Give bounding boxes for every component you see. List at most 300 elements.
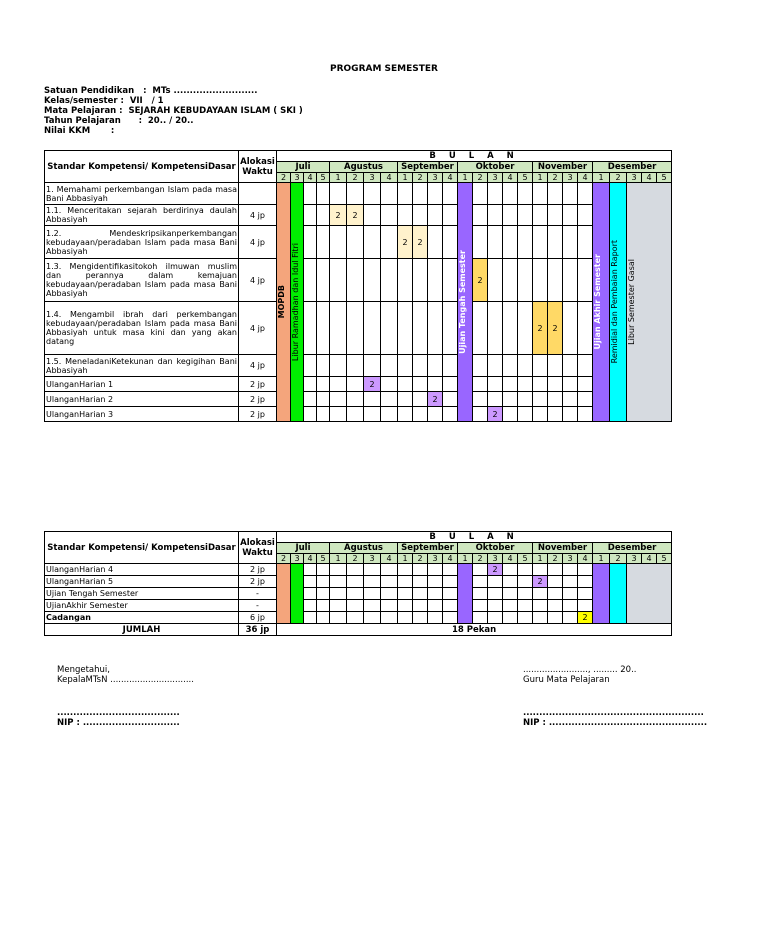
week-cell [304, 392, 317, 407]
week-cell [304, 355, 317, 377]
week-cell [443, 392, 458, 407]
week-cell [503, 600, 518, 612]
week-cell [398, 612, 413, 624]
week-cell [503, 205, 518, 226]
week-cell [488, 600, 503, 612]
week-header: 4 [381, 554, 398, 564]
month-header: Juli [277, 543, 330, 554]
band-column [291, 564, 304, 624]
week-header: 1 [330, 173, 347, 183]
week-cell [317, 564, 330, 576]
week-cell [563, 600, 578, 612]
header-alokasi: Alokasi Waktu [239, 532, 277, 564]
week-cell [503, 377, 518, 392]
competency-text: UlanganHarian 3 [45, 407, 239, 422]
week-cell [428, 576, 443, 588]
week-cell [473, 355, 488, 377]
week-cell [503, 226, 518, 259]
week-cell [578, 600, 593, 612]
week-cell [488, 377, 503, 392]
week-cell [473, 205, 488, 226]
week-cell [518, 588, 533, 600]
competency-text: 1.5. MeneladaniKetekunan dan kegigihan Bani Abbasiyah [46, 356, 237, 375]
week-cell [548, 392, 563, 407]
month-header: September [398, 543, 458, 554]
week-cell [317, 612, 330, 624]
week-cell [503, 355, 518, 377]
week-cell [381, 392, 398, 407]
competency-text: 1.1. Menceritakan sejarah berdirinya daulah Abbasiyah [46, 206, 237, 224]
week-cell [330, 183, 347, 205]
week-cell: 2 [347, 205, 364, 226]
table-row [45, 226, 672, 259]
week-cell [548, 183, 563, 205]
week-cell [563, 259, 578, 302]
alokasi-cell: 4 jp [239, 205, 277, 226]
week-cell [518, 564, 533, 576]
table-row [45, 259, 672, 302]
week-cell [317, 183, 330, 205]
band-label-uts: Ujian Tengah Semester [458, 250, 467, 354]
week-cell [563, 588, 578, 600]
week-cell [548, 377, 563, 392]
band-column [291, 183, 304, 422]
week-cell [443, 302, 458, 355]
week-cell [381, 183, 398, 205]
week-cell [578, 576, 593, 588]
week-header: 2 [473, 173, 488, 183]
competency-text: UlanganHarian 1 [45, 377, 239, 392]
info-satuan: Satuan Pendidikan : MTs .......................... [44, 86, 258, 96]
week-cell [563, 576, 578, 588]
week-cell [563, 183, 578, 205]
week-cell [503, 612, 518, 624]
week-cell [563, 355, 578, 377]
band-column [610, 564, 627, 624]
table-row [45, 355, 672, 377]
week-cell [548, 355, 563, 377]
week-cell [578, 259, 593, 302]
week-cell [518, 259, 533, 302]
week-cell [398, 392, 413, 407]
week-cell [304, 226, 317, 259]
table-row [45, 205, 672, 226]
week-cell [488, 183, 503, 205]
table-row [45, 407, 672, 422]
band-column [277, 564, 291, 624]
week-cell [317, 302, 330, 355]
week-cell [518, 612, 533, 624]
week-cell [317, 600, 330, 612]
alokasi-cell: 4 jp [239, 302, 277, 355]
week-header: 4 [578, 173, 593, 183]
week-cell [347, 226, 364, 259]
week-cell [413, 205, 428, 226]
alokasi-cell: 2 jp [239, 392, 277, 407]
week-header: 2 [548, 173, 563, 183]
week-cell [413, 564, 428, 576]
week-cell [413, 259, 428, 302]
week-cell [473, 600, 488, 612]
band-label-remidial: Remidial dan Pembaian Raport [610, 240, 619, 364]
table-row [45, 377, 672, 392]
signature-left-name [57, 708, 180, 728]
week-cell [578, 226, 593, 259]
alokasi-cell: - [239, 588, 277, 600]
week-cell [473, 302, 488, 355]
week-header: 3 [428, 554, 443, 564]
band-column [458, 564, 473, 624]
week-cell [381, 377, 398, 392]
competency-text: 1.3. Mengidentifikasitokoh ilmuwan muslim dan perannya dalam kemajuan kebudayaan/peradaban Islam pada masa Bani Abbasiyah [45, 259, 239, 302]
band-label-libur_gasal: Libur Semester Gasal [627, 259, 636, 345]
band-column [627, 183, 672, 422]
week-cell [503, 407, 518, 422]
week-cell [428, 564, 443, 576]
header-sk: Standar Kompetensi/ KompetensiDasar [45, 151, 239, 183]
competency-text: UlanganHarian 2 [45, 392, 239, 407]
jumlah-alloc: 36 jp [239, 624, 277, 636]
week-cell [317, 576, 330, 588]
competency-text: UlanganHarian 4 [45, 564, 239, 576]
band-column [593, 564, 610, 624]
week-cell [503, 183, 518, 205]
week-cell [428, 407, 443, 422]
band-column [610, 183, 627, 422]
week-cell [398, 576, 413, 588]
week-cell: 2 [473, 259, 488, 302]
sig-kepala: KepalaMTsN ............................... [57, 675, 194, 685]
alokasi-cell: 2 jp [239, 576, 277, 588]
week-cell [304, 612, 317, 624]
week-cell [518, 576, 533, 588]
week-cell [548, 407, 563, 422]
week-cell [381, 612, 398, 624]
week-cell [533, 259, 548, 302]
week-header: 5 [518, 554, 533, 564]
week-cell [503, 259, 518, 302]
alokasi-cell: 2 jp [239, 407, 277, 422]
week-header: 1 [593, 173, 610, 183]
week-cell [381, 588, 398, 600]
week-header: 4 [642, 173, 657, 183]
table-row [45, 612, 672, 624]
table-row [45, 588, 672, 600]
week-cell [488, 226, 503, 259]
week-cell [428, 588, 443, 600]
band-label-uas: Ujian Akhir Semester [593, 254, 602, 350]
week-cell [304, 302, 317, 355]
week-cell [330, 612, 347, 624]
alokasi-cell [239, 183, 277, 205]
week-cell [563, 612, 578, 624]
week-cell [347, 259, 364, 302]
week-cell [548, 226, 563, 259]
week-cell [578, 183, 593, 205]
jumlah-label: JUMLAH [45, 624, 239, 636]
week-cell [364, 576, 381, 588]
week-cell [428, 302, 443, 355]
week-cell [473, 564, 488, 576]
week-cell [330, 259, 347, 302]
week-cell [473, 407, 488, 422]
competency-text: 1. Memahami perkembangan Islam pada masa Bani Abbasiyah [46, 184, 237, 203]
week-cell [548, 259, 563, 302]
week-cell [533, 612, 548, 624]
week-cell [317, 205, 330, 226]
week-cell [398, 259, 413, 302]
info-tahun: Tahun Pelajaran : 20.. / 20.. [44, 116, 194, 126]
week-cell [563, 564, 578, 576]
week-cell [518, 226, 533, 259]
week-cell [563, 226, 578, 259]
competency-text: 1.4. Mengambil ibrah dari perkembangan kebudayaan/peradaban Islam pada masa Bani Abbasiyah untuk masa kini dan yang akan datang [45, 302, 239, 355]
week-cell: 2 [578, 612, 593, 624]
week-cell [578, 205, 593, 226]
competency-text: 1.2. Mendeskripsikanperkembangan kebudayaan/peradaban Islam pada masa Bani Abbasiyah [45, 226, 239, 259]
table-row [45, 392, 672, 407]
week-cell [347, 355, 364, 377]
week-header: 2 [473, 554, 488, 564]
competency-text: Cadangan [45, 612, 239, 624]
week-cell [518, 355, 533, 377]
week-cell [364, 588, 381, 600]
week-cell: 2 [330, 205, 347, 226]
week-cell [428, 355, 443, 377]
week-cell [330, 407, 347, 422]
school-info [44, 86, 303, 136]
semester-table-2 [44, 531, 672, 636]
week-cell [488, 576, 503, 588]
week-cell [563, 205, 578, 226]
week-cell [443, 205, 458, 226]
sig-left-nip: NIP : .............................. [57, 718, 180, 728]
week-cell [488, 302, 503, 355]
week-cell [578, 392, 593, 407]
month-header: Oktober [458, 543, 533, 554]
week-cell [347, 600, 364, 612]
week-header: 4 [443, 554, 458, 564]
month-header: Agustus [330, 543, 398, 554]
header-alokasi: Alokasi Waktu [239, 151, 277, 183]
week-cell: 2 [413, 226, 428, 259]
week-cell [398, 205, 413, 226]
week-header: 2 [413, 173, 428, 183]
band-column [458, 183, 473, 422]
week-cell [330, 355, 347, 377]
week-cell [413, 377, 428, 392]
semester-table-1 [44, 150, 672, 422]
week-cell [330, 392, 347, 407]
week-cell [488, 355, 503, 377]
week-cell [317, 226, 330, 259]
week-cell [503, 392, 518, 407]
week-cell [381, 355, 398, 377]
week-cell [428, 183, 443, 205]
total-row [45, 624, 672, 636]
week-cell [330, 588, 347, 600]
week-cell [381, 576, 398, 588]
week-header: 3 [291, 173, 304, 183]
week-header: 2 [347, 554, 364, 564]
sig-guru: Guru Mata Pelajaran [523, 675, 610, 685]
week-cell [503, 576, 518, 588]
week-header: 3 [563, 554, 578, 564]
week-header: 2 [548, 554, 563, 564]
week-header: 1 [533, 173, 548, 183]
week-cell [533, 407, 548, 422]
week-cell [413, 588, 428, 600]
week-cell [518, 377, 533, 392]
table-row [45, 576, 672, 588]
week-cell [317, 588, 330, 600]
week-header: 5 [518, 173, 533, 183]
week-cell [347, 377, 364, 392]
week-cell [413, 576, 428, 588]
week-header: 3 [627, 173, 642, 183]
week-cell [533, 588, 548, 600]
table-row [45, 600, 672, 612]
week-cell [413, 355, 428, 377]
week-cell [443, 600, 458, 612]
week-cell [578, 302, 593, 355]
week-cell [518, 600, 533, 612]
week-cell [398, 377, 413, 392]
week-header: 5 [317, 554, 330, 564]
week-cell [413, 183, 428, 205]
week-header: 4 [443, 173, 458, 183]
week-cell [304, 600, 317, 612]
alokasi-cell: 4 jp [239, 226, 277, 259]
week-cell [443, 226, 458, 259]
week-cell [330, 226, 347, 259]
week-cell [533, 392, 548, 407]
week-cell [364, 205, 381, 226]
week-cell [317, 407, 330, 422]
week-header: 4 [503, 554, 518, 564]
week-cell [317, 259, 330, 302]
week-cell [578, 407, 593, 422]
week-cell [548, 612, 563, 624]
week-cell [443, 183, 458, 205]
month-header: Desember [593, 543, 672, 554]
week-cell [413, 612, 428, 624]
week-cell [304, 407, 317, 422]
week-cell [381, 205, 398, 226]
week-cell [381, 226, 398, 259]
band-label-libur_ramadhan: Libur Ramadhan dan Idul Fitri [291, 242, 300, 362]
week-cell [330, 564, 347, 576]
week-cell [443, 259, 458, 302]
week-cell [413, 407, 428, 422]
week-cell [473, 183, 488, 205]
week-header: 3 [291, 554, 304, 564]
week-cell [347, 576, 364, 588]
month-header: November [533, 162, 593, 173]
week-cell [488, 392, 503, 407]
header-sk: Standar Kompetensi/ KompetensiDasar [45, 532, 239, 564]
week-cell [473, 588, 488, 600]
week-cell: 2 [533, 302, 548, 355]
week-cell [443, 407, 458, 422]
week-header: 1 [458, 554, 473, 564]
alokasi-cell: - [239, 600, 277, 612]
week-cell [304, 588, 317, 600]
week-cell [381, 259, 398, 302]
week-cell [398, 407, 413, 422]
week-cell [548, 564, 563, 576]
week-cell [428, 600, 443, 612]
week-cell [398, 588, 413, 600]
week-header: 4 [304, 554, 317, 564]
week-header: 5 [317, 173, 330, 183]
band-column [593, 183, 610, 422]
week-cell [330, 302, 347, 355]
week-cell [381, 600, 398, 612]
competency-text: UjianAkhir Semester [45, 600, 239, 612]
week-cell: 2 [398, 226, 413, 259]
week-cell [330, 600, 347, 612]
week-header: 3 [428, 173, 443, 183]
week-cell [548, 576, 563, 588]
week-cell [304, 564, 317, 576]
month-header: Desember [593, 162, 672, 173]
week-cell [364, 564, 381, 576]
week-header: 3 [627, 554, 642, 564]
week-header: 1 [398, 554, 413, 564]
signature-right [523, 665, 637, 685]
week-header: 2 [610, 173, 627, 183]
week-header: 4 [642, 554, 657, 564]
week-cell [304, 183, 317, 205]
week-cell [473, 377, 488, 392]
week-header: 2 [277, 554, 291, 564]
week-cell [304, 259, 317, 302]
week-cell [330, 377, 347, 392]
week-header: 2 [413, 554, 428, 564]
week-cell [347, 588, 364, 600]
week-cell [330, 576, 347, 588]
week-cell [413, 392, 428, 407]
week-cell [364, 259, 381, 302]
week-header: 1 [330, 554, 347, 564]
table-row [45, 183, 672, 205]
week-cell [518, 392, 533, 407]
alokasi-cell: 4 jp [239, 259, 277, 302]
week-header: 5 [657, 554, 672, 564]
week-header: 4 [503, 173, 518, 183]
week-cell [503, 564, 518, 576]
week-cell [398, 302, 413, 355]
week-cell [473, 392, 488, 407]
week-cell [563, 407, 578, 422]
week-header: 2 [610, 554, 627, 564]
week-cell [578, 564, 593, 576]
competency-text: UlanganHarian 5 [45, 576, 239, 588]
week-header: 4 [381, 173, 398, 183]
week-cell [548, 600, 563, 612]
week-cell: 2 [488, 564, 503, 576]
week-cell [317, 392, 330, 407]
alokasi-cell: 2 jp [239, 564, 277, 576]
sig-date: ........................, ......... 20.. [523, 665, 637, 675]
week-cell [347, 302, 364, 355]
week-cell [428, 612, 443, 624]
week-cell [347, 407, 364, 422]
week-cell: 2 [428, 392, 443, 407]
week-cell [548, 205, 563, 226]
week-cell [428, 377, 443, 392]
